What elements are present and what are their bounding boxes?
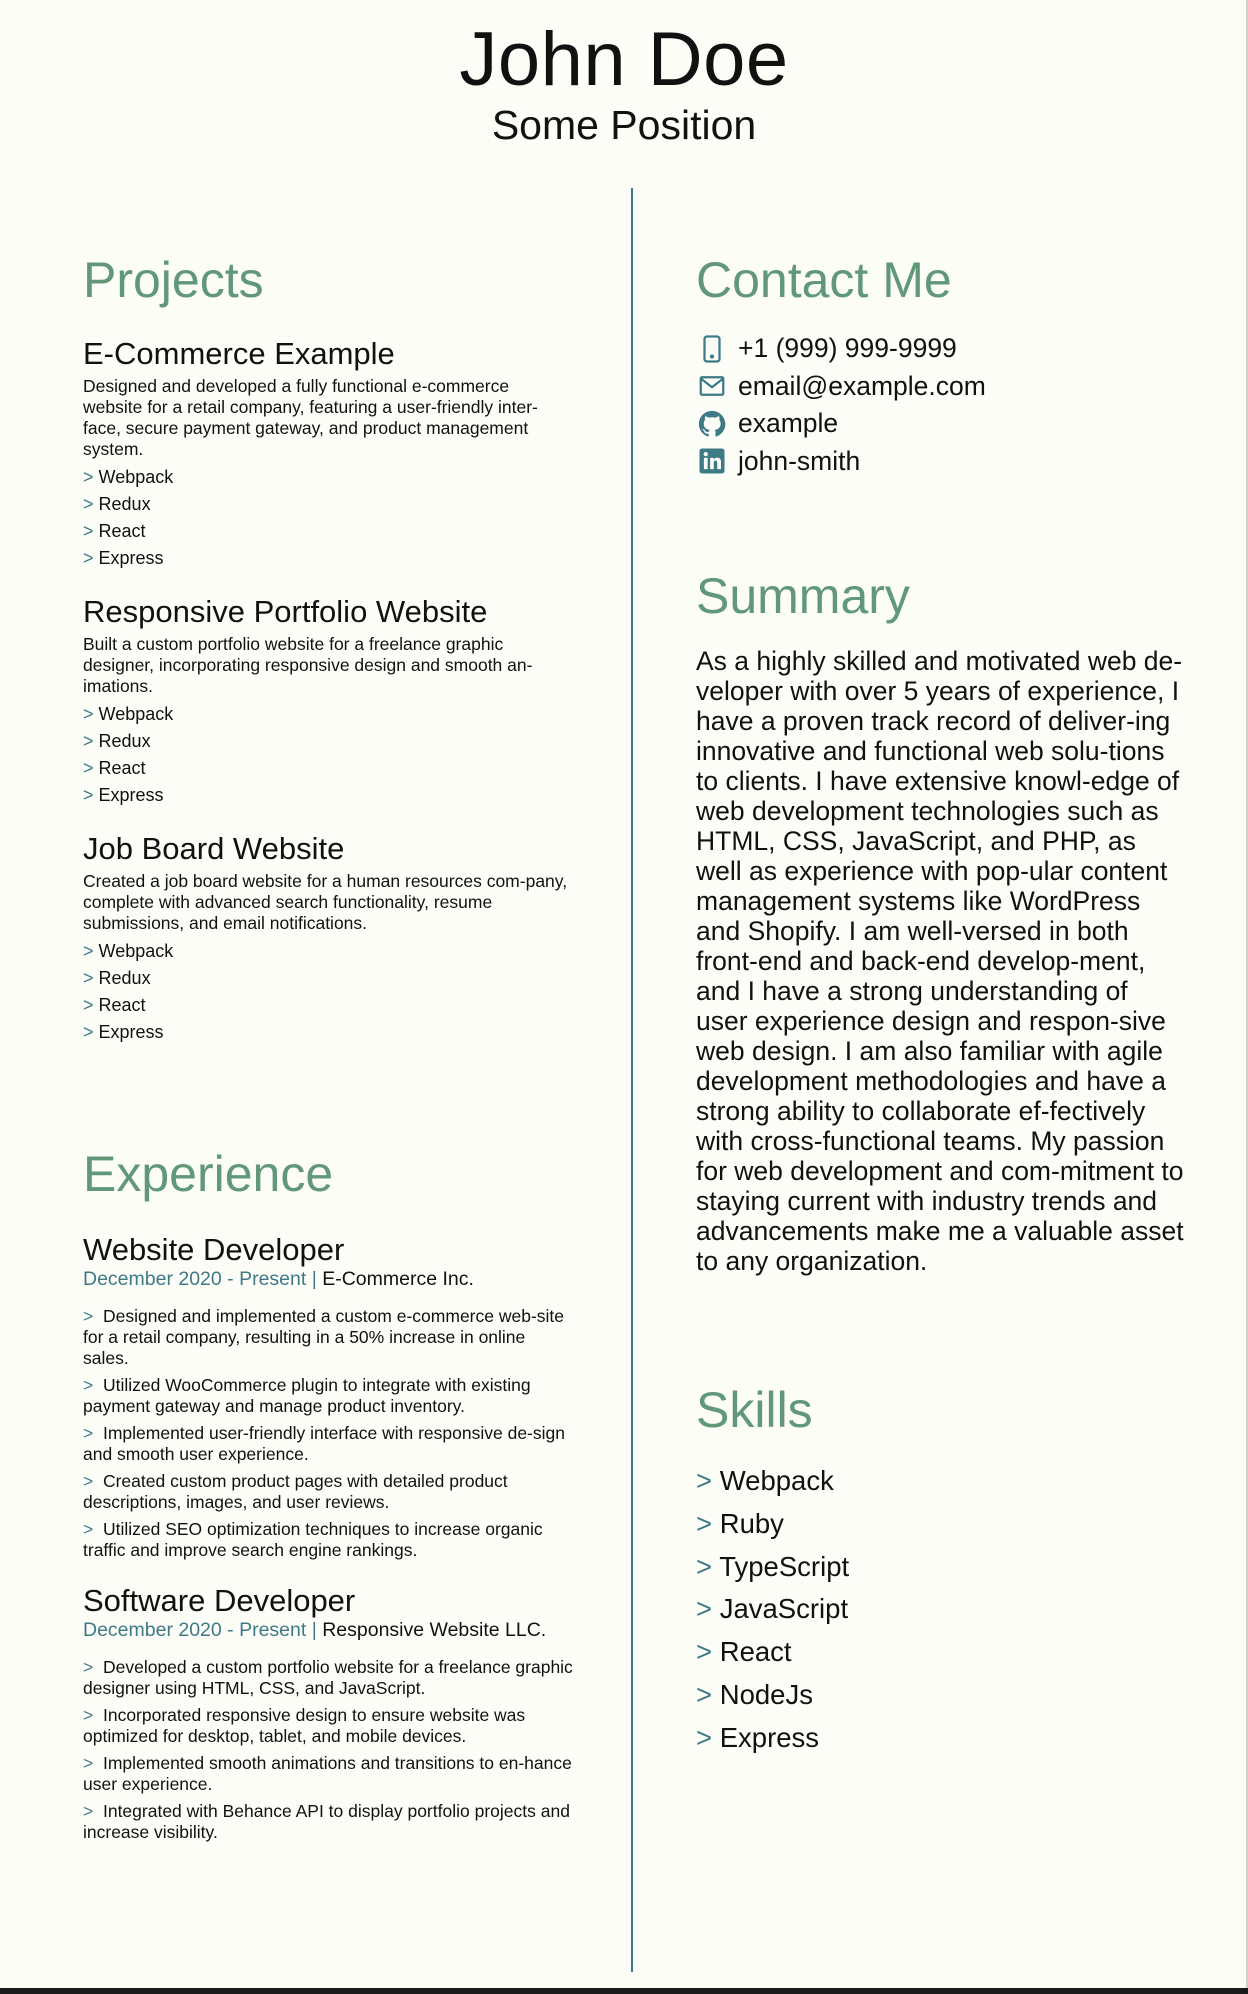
arrow-icon: >: [696, 1507, 713, 1539]
job-title: Software Developer: [83, 1583, 356, 1618]
mail-icon: [696, 370, 728, 402]
tag-item: > Redux: [83, 494, 151, 514]
arrow-icon: >: [83, 758, 94, 778]
name-heading: John Doe: [459, 17, 789, 102]
project-description: Designed and developed a fully functional e-commerce website for a retail company, featuring a user-friendly inter-face, secure payment gateway, and product management system.: [83, 376, 538, 459]
summary-section: [696, 564, 1186, 1276]
arrow-icon: >: [696, 1678, 713, 1710]
arrow-icon: >: [83, 521, 94, 541]
job-bullets: [83, 1657, 573, 1843]
tag-item: > Express: [83, 785, 164, 805]
arrow-icon: >: [83, 731, 94, 751]
bullet-item: > Utilized SEO optimization techniques to increase organic traffic and improve search engine rankings.: [83, 1519, 543, 1560]
bullet-item: > Incorporated responsive design to ensure website was optimized for desktop, tablet, and mobile devices.: [83, 1705, 526, 1746]
resume-header: [0, 18, 1248, 148]
bullet-item: > Integrated with Behance API to display portfolio projects and increase visibility.: [83, 1801, 570, 1842]
skills-section: [696, 1378, 1186, 1760]
contact-heading: Contact Me: [696, 252, 952, 308]
arrow-icon: >: [83, 995, 94, 1015]
project-title: E-Commerce Example: [83, 336, 395, 371]
arrow-icon: >: [83, 785, 94, 805]
arrow-icon: >: [83, 1423, 94, 1443]
arrow-icon: >: [83, 968, 94, 988]
page-bottom-edge: [0, 1988, 1248, 1994]
left-column: [83, 248, 573, 1849]
arrow-icon: >: [83, 1705, 94, 1725]
job-date: December 2020 - Present: [83, 1268, 307, 1290]
skill-item: > React: [696, 1636, 792, 1668]
tag-item: > Express: [83, 548, 164, 568]
arrow-icon: >: [696, 1550, 713, 1582]
job-company: E-Commerce Inc.: [322, 1268, 474, 1290]
tag-item: > React: [83, 758, 146, 778]
arrow-icon: >: [696, 1721, 713, 1753]
project-tags: [83, 464, 573, 572]
email-text: email@example.com: [738, 370, 986, 401]
arrow-icon: >: [696, 1465, 713, 1496]
job-meta: [83, 1619, 573, 1641]
bullet-item: > Developed a custom portfolio website for a freelance graphic designer using HTML, CSS, and JavaScript.: [83, 1657, 573, 1698]
arrow-icon: >: [83, 467, 94, 487]
project-item: [83, 831, 573, 1046]
tag-item: > React: [83, 995, 146, 1015]
arrow-icon: >: [696, 1593, 713, 1625]
tag-item: > Webpack: [83, 704, 174, 724]
summary-text: As a highly skilled and motivated web de-veloper with over 5 years of experience, I have a proven track record of deliver-ing innovative and functional web solu-tions to clients. I have extensive knowl-edge of web development technologies such as HTML, CSS, JavaScript, and PHP, as well as experience with pop-ular content management systems like WordPress and Shopify. I am well-versed in both front-end and back-end develop-ment, and I have a strong understanding of user experience design and respon-sive web design. I am also familiar with agile development methodologies and have a strong ability to collaborate ef-fectively with cross-functional teams. My passion for web development and com-mitment to staying current with industry trends and advancements make me a valuable asset to any organization.: [696, 646, 1184, 1276]
bullet-item: > Designed and implemented a custom e-commerce web-site for a retail company, resulting in a 50% increase in online sales.: [83, 1306, 565, 1368]
projects-section: [83, 248, 573, 1046]
contact-section: [696, 248, 1186, 480]
linkedin-text: john-smith: [738, 445, 861, 476]
arrow-icon: >: [83, 1022, 94, 1042]
phone-text: +1 (999) 999-9999: [738, 333, 957, 363]
arrow-icon: >: [83, 494, 94, 514]
skills-heading: Skills: [696, 1382, 813, 1438]
job-separator: |: [311, 1619, 317, 1641]
arrow-icon: >: [83, 1657, 94, 1677]
contact-github[interactable]: [696, 405, 1186, 443]
experience-item: [83, 1232, 573, 1561]
tag-item: > Webpack: [83, 467, 174, 487]
arrow-icon: >: [83, 1306, 94, 1326]
tag-item: > Redux: [83, 968, 151, 988]
experience-item: [83, 1583, 573, 1843]
project-tags: [83, 938, 573, 1046]
project-tags: [83, 701, 573, 809]
job-date: December 2020 - Present: [83, 1619, 307, 1641]
skill-item: > Express: [696, 1721, 820, 1753]
bullet-item: > Utilized WooCommerce plugin to integrate with existing payment gateway and manage product inventory.: [83, 1375, 531, 1416]
bullet-item: > Created custom product pages with detailed product descriptions, images, and user reviews.: [83, 1471, 508, 1512]
skill-item: > JavaScript: [696, 1593, 849, 1625]
contact-list: [696, 330, 1186, 480]
tag-item: > Express: [83, 1022, 164, 1042]
bullet-item: > Implemented smooth animations and transitions to en-hance user experience.: [83, 1753, 572, 1794]
arrow-icon: >: [696, 1636, 713, 1668]
skill-item: > Ruby: [696, 1507, 784, 1539]
arrow-icon: >: [83, 1753, 94, 1773]
project-description: Created a job board website for a human resources com-pany, complete with advanced search functionality, resume submissions, and email notifications.: [83, 871, 568, 933]
arrow-icon: >: [83, 1471, 94, 1491]
project-title: Job Board Website: [83, 831, 345, 866]
arrow-icon: >: [83, 1375, 94, 1395]
project-item: [83, 336, 573, 572]
skill-item: > Webpack: [696, 1465, 834, 1496]
project-item: [83, 594, 573, 809]
arrow-icon: >: [83, 1801, 94, 1821]
arrow-icon: >: [83, 1519, 94, 1539]
project-title: Responsive Portfolio Website: [83, 594, 488, 629]
experience-heading: Experience: [83, 1146, 334, 1202]
linkedin-icon: [696, 445, 728, 477]
contact-linkedin[interactable]: [696, 443, 1186, 481]
phone-icon: [696, 333, 728, 365]
job-bullets: [83, 1306, 573, 1561]
skill-item: > NodeJs: [696, 1678, 813, 1710]
job-separator: |: [311, 1268, 317, 1290]
skill-item: > TypeScript: [696, 1550, 850, 1582]
job-meta: [83, 1268, 573, 1290]
tag-item: > Redux: [83, 731, 151, 751]
tag-item: > React: [83, 521, 146, 541]
column-divider: [631, 188, 633, 1972]
right-column: [696, 248, 1186, 1760]
job-company: Responsive Website LLC.: [322, 1619, 547, 1641]
bullet-item: > Implemented user-friendly interface with responsive de-sign and smooth user experience.: [83, 1423, 565, 1464]
arrow-icon: >: [83, 941, 94, 961]
arrow-icon: >: [83, 704, 94, 724]
contact-phone[interactable]: [696, 330, 1186, 368]
position-subtitle: Some Position: [491, 102, 757, 148]
experience-section: [83, 1142, 573, 1843]
arrow-icon: >: [83, 548, 94, 568]
summary-heading: Summary: [696, 568, 910, 624]
tag-item: > Webpack: [83, 941, 174, 961]
github-text: example: [738, 408, 839, 438]
github-icon: [696, 408, 728, 440]
project-description: Built a custom portfolio website for a freelance graphic designer, incorporating responsive design and smooth an-imations.: [83, 634, 533, 696]
contact-email[interactable]: [696, 368, 1186, 406]
projects-heading: Projects: [83, 252, 264, 308]
skills-list: [696, 1460, 1186, 1760]
job-title: Website Developer: [83, 1232, 345, 1267]
